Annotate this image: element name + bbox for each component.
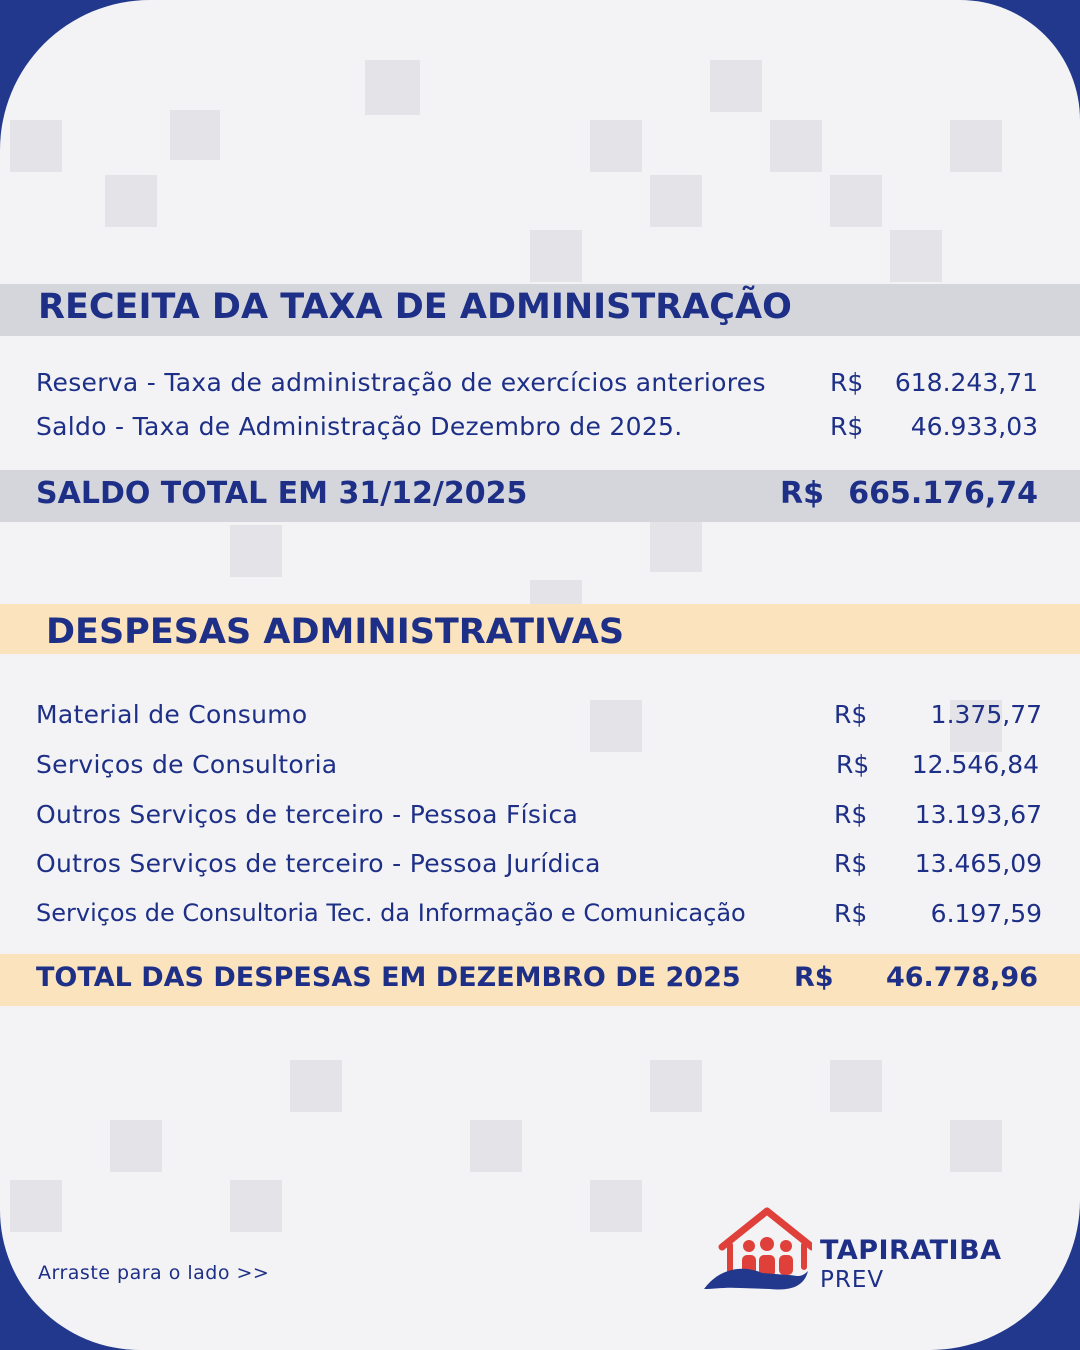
receita-total-value: 665.176,74 — [848, 476, 1038, 511]
receita-row-currency: R$ — [830, 412, 864, 441]
receita-title: RECEITA DA TAXA DE ADMINISTRAÇÃO — [38, 287, 792, 327]
receita-total-label: SALDO TOTAL EM 31/12/2025 — [36, 476, 528, 511]
house-hand-people-icon — [700, 1205, 812, 1300]
despesa-row-label: Outros Serviços de terceiro - Pessoa Física — [36, 800, 579, 829]
despesa-row-value: 12.546,84 — [911, 750, 1039, 779]
despesa-row-value: 13.193,67 — [914, 800, 1042, 829]
despesa-row-label: Outros Serviços de terceiro - Pessoa Jurídica — [36, 849, 601, 878]
receita-row-value: 618.243,71 — [894, 368, 1038, 397]
receita-row-label: Reserva - Taxa de administração de exercícios anteriores — [36, 368, 766, 397]
despesa-row-value: 6.197,59 — [930, 899, 1042, 928]
despesas-title: DESPESAS ADMINISTRATIVAS — [46, 612, 625, 652]
receita-total-currency: R$ — [780, 476, 824, 511]
despesas-total-value: 46.778,96 — [885, 962, 1038, 993]
logo-name: TAPIRATIBA — [820, 1235, 1002, 1266]
despesa-row-value: 13.465,09 — [914, 849, 1042, 878]
swipe-hint: Arraste para o lado >> — [38, 1262, 270, 1284]
despesa-row-label: Serviços de Consultoria — [36, 750, 338, 779]
despesa-row-currency: R$ — [834, 800, 868, 829]
despesas-total-label: TOTAL DAS DESPESAS EM DEZEMBRO DE 2025 — [36, 962, 741, 993]
despesa-row-currency: R$ — [834, 849, 868, 878]
tapiratiba-prev-logo — [700, 1205, 1020, 1300]
despesa-row-currency: R$ — [836, 750, 870, 779]
despesas-total-currency: R$ — [794, 962, 834, 993]
receita-row-label: Saldo - Taxa de Administração Dezembro de 2025. — [36, 412, 683, 441]
despesa-row-currency: R$ — [834, 899, 868, 928]
receita-row-currency: R$ — [830, 368, 864, 397]
despesa-row-label: Serviços de Consultoria Tec. da Informação e Comunicação — [36, 899, 746, 927]
despesa-row-currency: R$ — [834, 700, 868, 729]
logo-subtitle: PREV — [820, 1267, 885, 1293]
receita-row-value: 46.933,03 — [910, 412, 1038, 441]
despesa-row-value: 1.375,77 — [930, 700, 1042, 729]
despesa-row-label: Material de Consumo — [36, 700, 308, 729]
